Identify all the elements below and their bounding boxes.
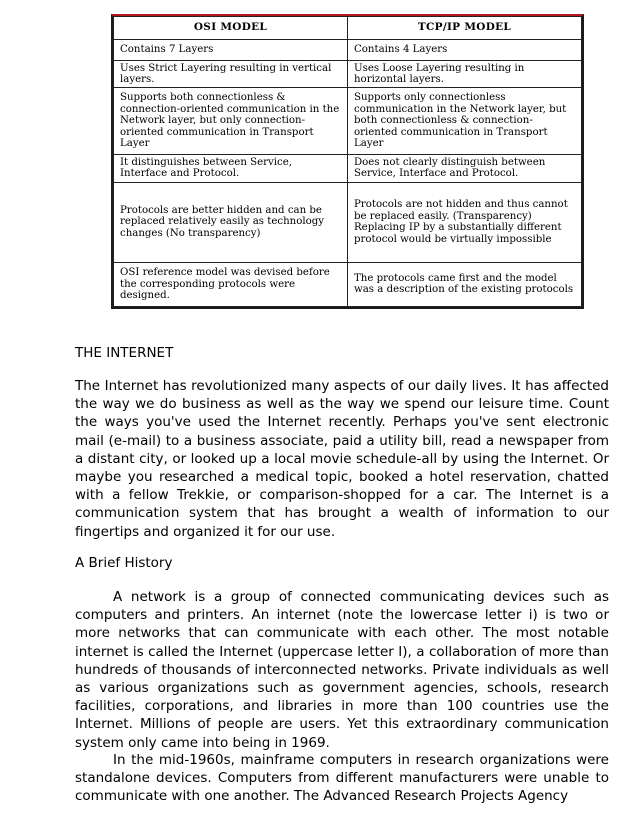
osi-cell: Contains 7 Layers: [114, 39, 348, 61]
history-paragraph: A network is a group of connected communicating devices such as computers and printers. An internet (note the lowercase letter i) is two or more networks that can communicate with each other. The most notable internet is called the Internet (uppercase letter I), a collaboration of more than hundreds of thousands of interconnected networks. Private individuals as well as various organizations such as government agencies, schools, research facilities, corporations, and libraries in more than 100 countries use the Internet. Millions of people are users. Yet this extraordinary communication system only came into being in 1969.: [75, 589, 609, 751]
table-header-row: [114, 17, 582, 40]
comparison-table: [113, 16, 582, 307]
tcpip-cell: Supports only connectionless communication in the Network layer, but both connectionless & connection-oriented communication in Transport Layer: [348, 88, 582, 155]
table-row: [114, 154, 582, 182]
osi-cell: OSI reference model was devised before the corresponding protocols were designed.: [114, 262, 348, 306]
osi-cell: It distinguishes between Service, Interface and Protocol.: [114, 154, 348, 182]
tcpip-cell: Contains 4 Layers: [348, 39, 582, 61]
osi-cell: Uses Strict Layering resulting in vertical layers.: [114, 61, 348, 88]
osi-tcpip-comparison-table: [111, 14, 584, 309]
osi-cell: Protocols are better hidden and can be replaced relatively easily as technology changes (No transparency): [114, 182, 348, 262]
history-paragraph-continued: In the mid-1960s, mainframe computers in research organizations were standalone devices. Computers from different manufacturers were unable to communicate with one another. The Advanced Research Projects Agency: [75, 752, 609, 805]
osi-header: OSI MODEL: [114, 17, 348, 40]
tcpip-header: TCP/IP MODEL: [348, 17, 582, 40]
tcpip-cell: Does not clearly distinguish between Service, Interface and Protocol.: [348, 154, 582, 182]
section-heading: THE INTERNET: [75, 345, 174, 361]
intro-paragraph: The Internet has revolutionized many aspects of our daily lives. It has affected the way we do business as well as the way we spend our leisure time. Count the ways you've used the Internet recently. Perhaps you've sent electronic mail (e-mail) to a business associate, paid a utility bill, read a newspaper from a distant city, or looked up a local movie schedule-all by using the Internet. Or maybe you researched a medical topic, booked a hotel reservation, chatted with a fellow Trekkie, or comparison-shopped for a car. The Internet is a communication system that has brought a wealth of information to our fingertips and organized it for our use.: [75, 378, 609, 540]
tcpip-cell: Protocols are not hidden and thus cannot be replaced easily. (Transparency) Replacing IP by a substantially different protocol would be virtually impossible: [348, 182, 582, 262]
table-row: [114, 39, 582, 61]
table-row: [114, 88, 582, 155]
table-row: [114, 262, 582, 306]
tcpip-cell: Uses Loose Layering resulting in horizontal layers.: [348, 61, 582, 88]
osi-cell: Supports both connectionless & connection-oriented communication in the Network layer, but only connection-oriented communication in Transport Layer: [114, 88, 348, 155]
table-row: [114, 182, 582, 262]
subsection-heading: A Brief History: [75, 555, 173, 571]
tcpip-cell: The protocols came first and the model was a description of the existing protocols: [348, 262, 582, 306]
table-row: [114, 61, 582, 88]
